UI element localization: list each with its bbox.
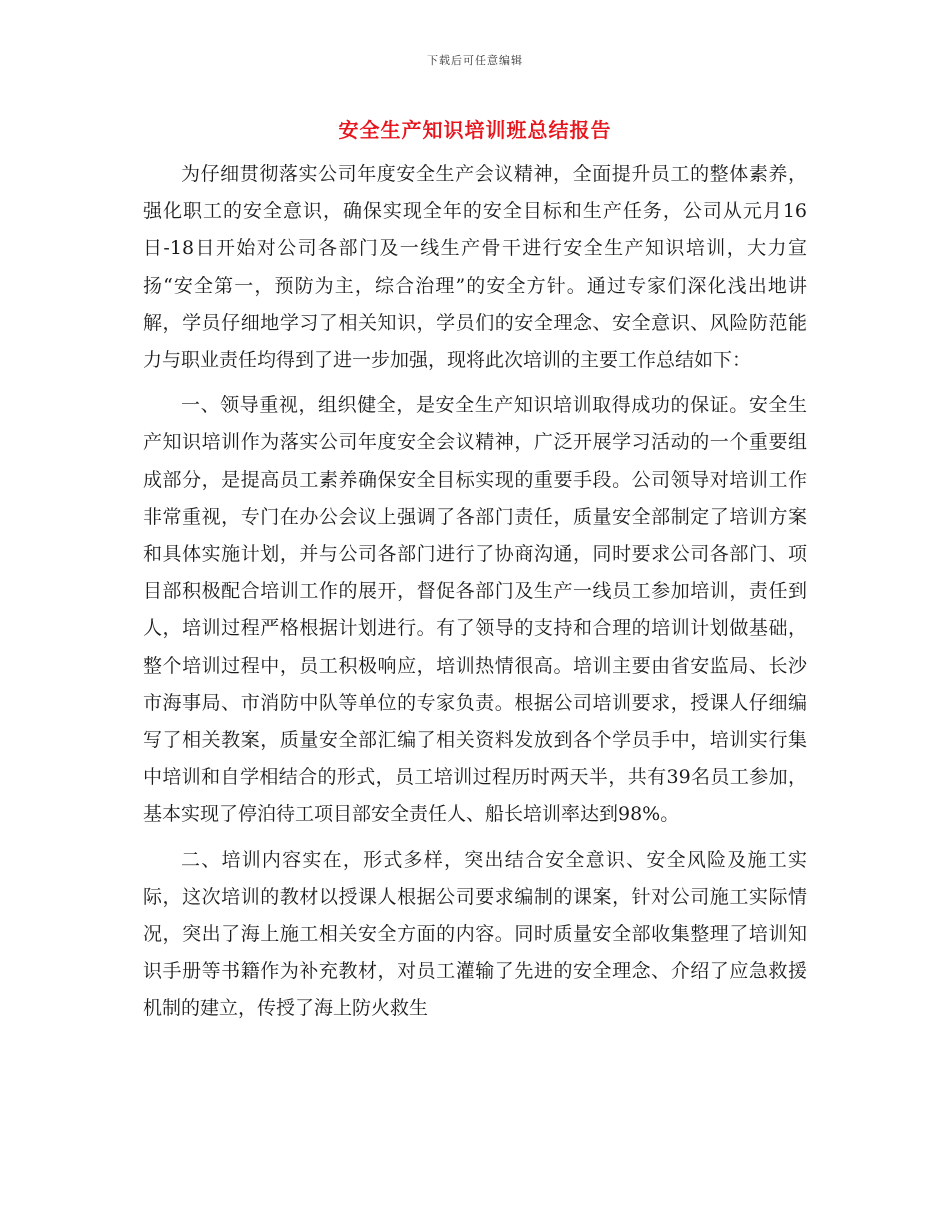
document-body — [143, 156, 807, 1036]
paragraph-intro: 为仔细贯彻落实公司年度安全生产会议精神，全面提升员工的整体素养，强化职工的安全意识，确保实现全年的安全目标和生产任务，公司从元月16日-18日开始对公司各部门及一线生产骨干进行安全生产知识培训，大力宣扬“安全第一，预防为主，综合治理”的安全方针。通过专家们深化浅出地讲解，学员仔细地学习了相关知识，学员们的安全理念、安全意识、风险防范能力与职业责任均得到了进一步加强，现将此次培训的主要工作总结如下： — [143, 163, 807, 372]
page-header: 下载后可任意编辑 — [427, 54, 523, 67]
paragraph-section-2: 二、培训内容实在，形式多样，突出结合安全意识、安全风险及施工实际，这次培训的教材以授课人根据公司要求编制的课案，针对公司施工实际情况，突出了海上施工相关安全方面的内容。同时质量安全部收集整理了培训知识手册等书籍作为补充教材，对员工灌输了先进的安全理念、介绍了应急救援机制的建立，传授了海上防火救生 — [143, 848, 807, 1020]
paragraph-section-1: 一、领导重视，组织健全，是安全生产知识培训取得成功的保证。安全生产知识培训作为落实公司年度安全会议精神，广泛开展学习活动的一个重要组成部分，是提高员工素养确保安全目标实现的重要手段。公司领导对培训工作非常重视，专门在办公会议上强调了各部门责任，质量安全部制定了培训方案和具体实施计划，并与公司各部门进行了协商沟通，同时要求公司各部门、项目部积极配合培训工作的展开，督促各部门及生产一线员工参加培训，责任到人，培训过程严格根据计划进行。有了领导的支持和合理的培训计划做基础，整个培训过程中，员工积极响应，培训热情很高。培训主要由省安监局、长沙市海事局、市消防中队等单位的专家负责。根据公司培训要求，授课人仔细编写了相关教案，质量安全部汇编了相关资料发放到各个学员手中，培训实行集中培训和自学相结合的形式，员工培训过程历时两天半，共有39名员工参加，基本实现了停泊待工项目部安全责任人、船长培训率达到98%。 — [143, 394, 807, 826]
document-title: 安全生产知识培训班总结报告 — [338, 118, 612, 142]
